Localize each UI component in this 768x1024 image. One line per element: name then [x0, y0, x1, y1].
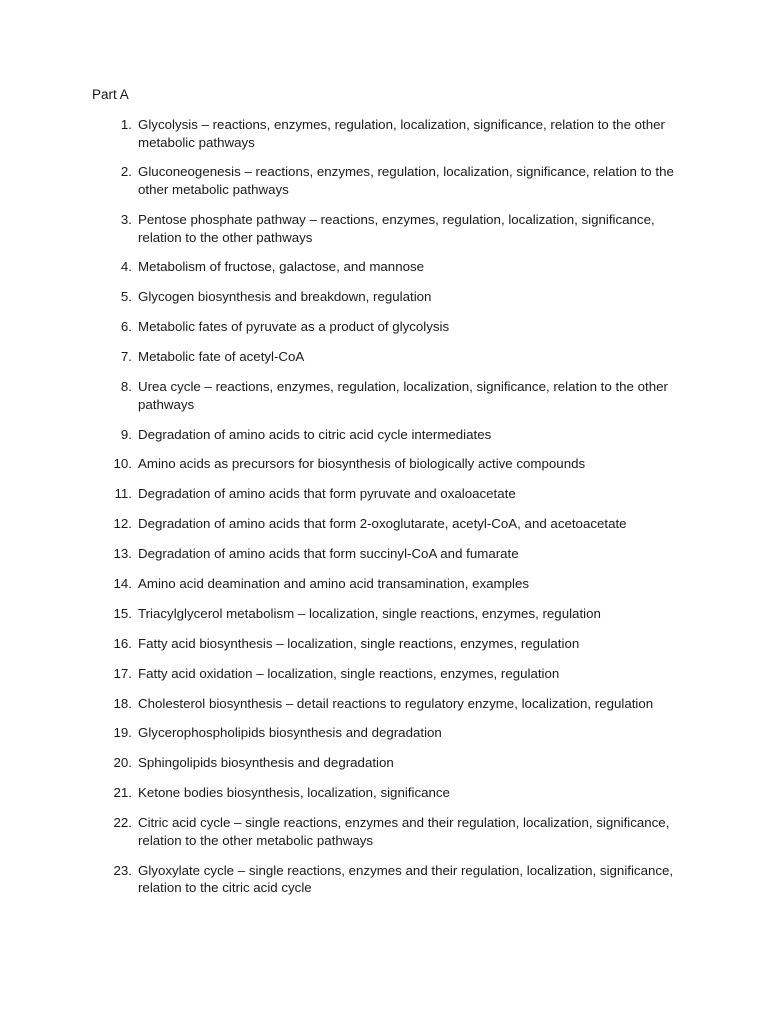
list-item	[0, 485, 768, 503]
item-number: 3.	[120, 211, 132, 227]
list-item	[0, 545, 768, 563]
list-item	[0, 754, 768, 772]
item-number: 14.	[113, 575, 132, 591]
item-number: 22.	[113, 815, 132, 831]
list-item	[0, 695, 768, 713]
list-item	[0, 258, 768, 276]
list-item	[0, 163, 768, 198]
section-heading: Part A	[92, 87, 129, 102]
item-number: 10.	[113, 456, 132, 472]
list-item	[0, 318, 768, 336]
list-item	[0, 814, 768, 849]
item-number: 19.	[113, 725, 132, 741]
item-number: 11.	[114, 486, 132, 502]
item-number: 23.	[113, 862, 132, 878]
item-number: 1.	[120, 117, 132, 132]
item-number: 2.	[120, 164, 132, 180]
item-number: 9.	[120, 426, 132, 442]
item-text: Metabolic fates of pyruvate as a product of glycolysis	[138, 319, 450, 335]
list-item	[0, 455, 768, 473]
list-item	[0, 575, 768, 593]
item-text: Citric acid cycle – single reactions, enzymes and their regulation, localization, significance, relation to the other metabolic pathways	[138, 815, 670, 848]
item-text: Metabolic fate of acetyl-CoA	[138, 349, 305, 365]
item-text: Degradation of amino acids that form 2-oxoglutarate, acetyl-CoA, and acetoacetate	[138, 516, 627, 532]
list-item	[0, 211, 768, 246]
item-text: Ketone bodies biosynthesis, localization, significance	[138, 785, 450, 801]
item-text: Fatty acid oxidation – localization, single reactions, enzymes, regulation	[138, 665, 560, 681]
item-text: Glyoxylate cycle – single reactions, enzymes and their regulation, localization, significance, relation to the citric acid cycle	[138, 862, 674, 896]
list-item	[0, 635, 768, 653]
item-text: Urea cycle – reactions, enzymes, regulation, localization, significance, relation to the other pathways	[138, 379, 668, 412]
item-text: Glycolysis – reactions, enzymes, regulation, localization, significance, relation to the other metabolic pathways	[138, 117, 665, 150]
item-number: 16.	[113, 635, 132, 651]
list-item	[0, 348, 768, 366]
item-number: 7.	[120, 349, 132, 365]
list-item	[0, 515, 768, 533]
list-item	[0, 665, 768, 683]
item-text: Pentose phosphate pathway – reactions, enzymes, regulation, localization, significance, relation to the other pathways	[138, 211, 655, 245]
item-number: 5.	[120, 289, 132, 305]
item-text: Fatty acid biosynthesis – localization, single reactions, enzymes, regulation	[138, 635, 580, 651]
item-text: Cholesterol biosynthesis – detail reactions to regulatory enzyme, localization, regulation	[138, 695, 654, 711]
item-text: Metabolism of fructose, galactose, and mannose	[138, 259, 425, 275]
item-text: Degradation of amino acids that form pyruvate and oxaloacetate	[138, 486, 516, 502]
item-text: Degradation of amino acids that form succinyl-CoA and fumarate	[138, 546, 519, 562]
list-item	[0, 605, 768, 623]
item-number: 17.	[113, 665, 132, 681]
item-number: 21.	[113, 785, 132, 801]
item-number: 4.	[120, 259, 132, 275]
item-text: Sphingolipids biosynthesis and degradation	[138, 755, 394, 771]
list-item	[0, 862, 768, 897]
item-text: Degradation of amino acids to citric acid cycle intermediates	[138, 426, 492, 442]
topic-list	[0, 116, 768, 909]
item-text: Amino acids as precursors for biosynthesis of biologically active compounds	[138, 456, 586, 472]
item-text: Glycogen biosynthesis and breakdown, regulation	[138, 289, 432, 305]
list-item	[0, 784, 768, 802]
item-text: Glycerophospholipids biosynthesis and degradation	[138, 725, 442, 741]
item-number: 18.	[113, 695, 132, 711]
list-item	[0, 288, 768, 306]
item-number: 6.	[120, 319, 132, 335]
list-item	[0, 378, 768, 413]
item-text: Triacylglycerol metabolism – localization, single reactions, enzymes, regulation	[138, 605, 601, 621]
item-text: Gluconeogenesis – reactions, enzymes, regulation, localization, significance, relation to the other metabolic pathways	[138, 164, 674, 198]
item-number: 13.	[113, 546, 132, 562]
item-number: 15.	[113, 605, 132, 621]
item-text: Amino acid deamination and amino acid transamination, examples	[138, 575, 529, 591]
item-number: 20.	[113, 755, 132, 771]
list-item	[0, 426, 768, 444]
list-item	[0, 116, 768, 151]
item-number: 12.	[113, 516, 132, 532]
list-item	[0, 724, 768, 742]
item-number: 8.	[120, 379, 132, 395]
